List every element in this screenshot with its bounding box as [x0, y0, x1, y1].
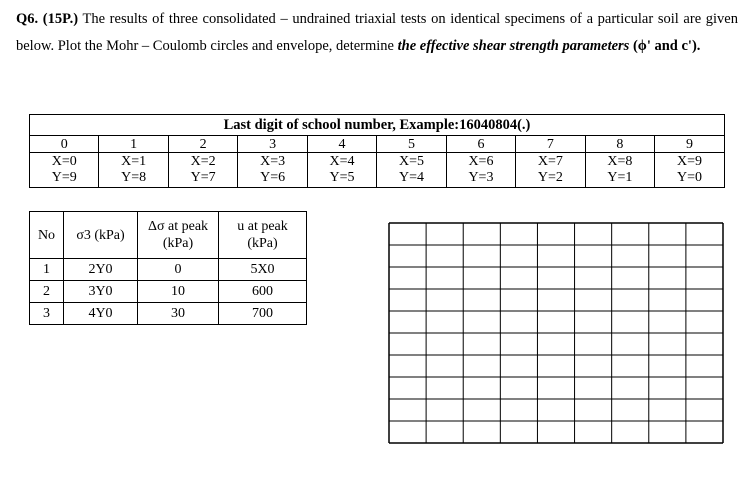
header-pore-pressure-line2: (kPa) [247, 236, 278, 251]
xy-row [30, 153, 725, 188]
digit-cell: 7 [516, 136, 585, 153]
header-delta-sigma [138, 212, 219, 259]
x-value: X=8 [607, 154, 633, 169]
cell-delta-sigma: 0 [138, 259, 219, 281]
cell-pore-pressure: 700 [219, 303, 307, 325]
digit-cell: 8 [585, 136, 654, 153]
question-emphasis: the effective shear strength parameters [397, 38, 630, 54]
y-value: Y=3 [468, 170, 494, 185]
xy-cell [99, 153, 168, 188]
y-value: Y=2 [537, 170, 563, 185]
header-sigma3: σ3 (kPa) [64, 212, 138, 259]
xy-cell [238, 153, 307, 188]
xy-cell [377, 153, 446, 188]
x-value: X=2 [190, 154, 216, 169]
x-value: X=3 [260, 154, 286, 169]
x-value: X=4 [329, 154, 355, 169]
y-value: Y=4 [398, 170, 424, 185]
xy-cell [446, 153, 515, 188]
table-row [30, 259, 307, 281]
header-delta-sigma-line2: (kPa) [162, 236, 194, 251]
header-no: No [30, 212, 64, 259]
xy-cell [655, 153, 725, 188]
cell-no: 2 [30, 281, 64, 303]
xy-cell [30, 153, 99, 188]
question-number: Q6. (15P.) [16, 11, 79, 27]
question-parameters: (ϕ' and c'). [629, 38, 701, 54]
digit-cell: 2 [168, 136, 237, 153]
triaxial-tests-table [29, 211, 307, 325]
xy-cell [307, 153, 376, 188]
y-value: Y=8 [121, 170, 147, 185]
digits-table [29, 114, 725, 188]
cell-pore-pressure: 5X0 [219, 259, 307, 281]
xy-cell [168, 153, 237, 188]
y-value: Y=7 [190, 170, 216, 185]
x-value: X=1 [121, 154, 147, 169]
table-row [30, 303, 307, 325]
tests-header-row [30, 212, 307, 259]
y-value: Y=6 [260, 170, 286, 185]
header-pore-pressure-line1: u at peak [237, 219, 288, 234]
y-value: Y=5 [329, 170, 355, 185]
table-row [30, 281, 307, 303]
x-value: X=5 [398, 154, 424, 169]
y-value: Y=1 [607, 170, 633, 185]
cell-pore-pressure: 600 [219, 281, 307, 303]
xy-cell [516, 153, 585, 188]
digit-cell: 9 [655, 136, 725, 153]
cell-delta-sigma: 10 [138, 281, 219, 303]
header-delta-sigma-line1: Δσ at peak [147, 219, 209, 234]
cell-sigma3: 2Y0 [64, 259, 138, 281]
digit-cell: 0 [30, 136, 99, 153]
digit-cell: 4 [307, 136, 376, 153]
digits-row [30, 136, 725, 153]
cell-sigma3: 3Y0 [64, 281, 138, 303]
digit-cell: 6 [446, 136, 515, 153]
xy-cell [585, 153, 654, 188]
cell-delta-sigma: 30 [138, 303, 219, 325]
digit-cell: 3 [238, 136, 307, 153]
digit-cell: 5 [377, 136, 446, 153]
header-pore-pressure [219, 212, 307, 259]
question-text [16, 6, 738, 60]
y-value: Y=0 [677, 170, 703, 185]
x-value: X=7 [537, 154, 563, 169]
digits-table-title: Last digit of school number, Example:16040804(.) [30, 115, 725, 136]
digit-cell: 1 [99, 136, 168, 153]
x-value: X=9 [677, 154, 703, 169]
cell-no: 3 [30, 303, 64, 325]
question-body: The results of three consolidated – undrained triaxial tests on identical specimens of a particular soil are given below. Plot the Mohr – Coulomb circles and envelope, determine [16, 11, 738, 54]
graph-paper-grid [388, 222, 724, 444]
x-value: X=0 [51, 154, 77, 169]
cell-sigma3: 4Y0 [64, 303, 138, 325]
y-value: Y=9 [51, 170, 77, 185]
cell-no: 1 [30, 259, 64, 281]
x-value: X=6 [468, 154, 494, 169]
